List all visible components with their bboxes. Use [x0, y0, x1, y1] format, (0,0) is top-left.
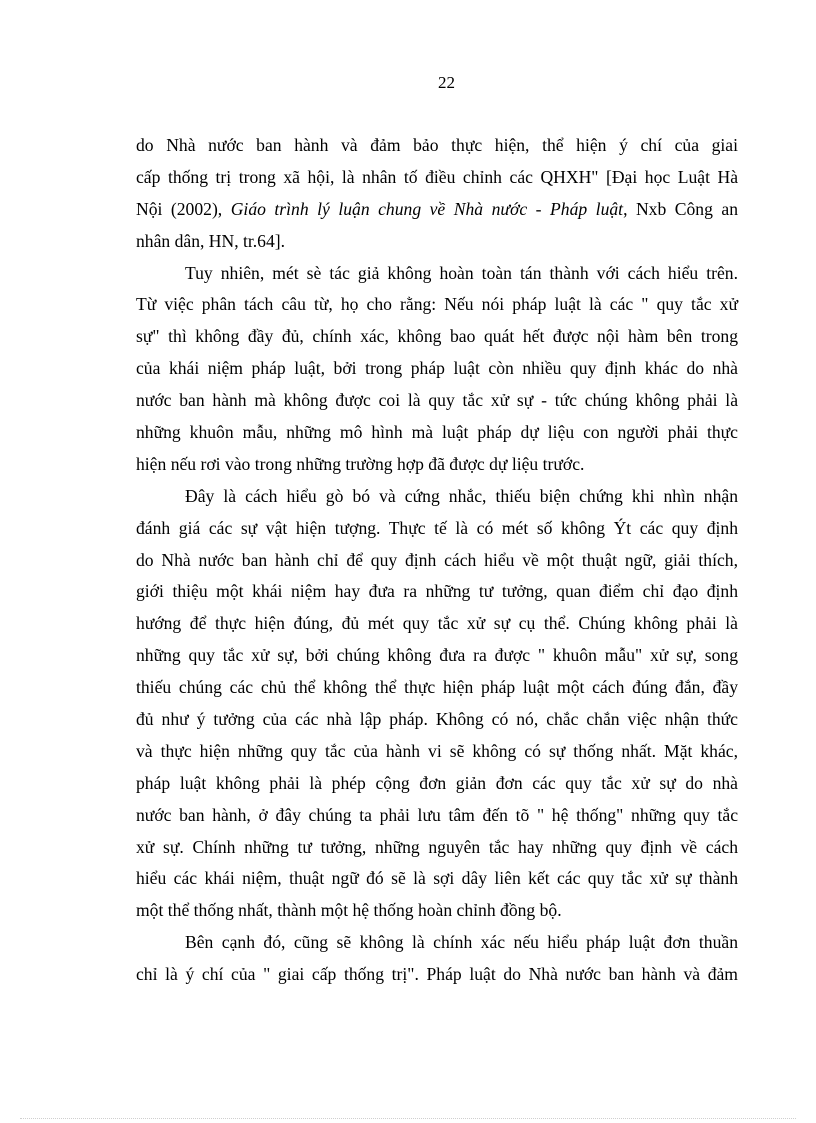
text-line: những khuôn mẫu, những mô hình mà luật pháp dự liệu con người phải thực: [136, 422, 738, 443]
text-line: Từ việc phân tách câu từ, họ cho rằng: Nếu nói pháp luật là các " quy tắc xử: [136, 294, 738, 315]
text-line-with-italic-title: [136, 194, 738, 226]
text-line: pháp luật không phải là phép cộng đơn giản đơn các quy tắc xử sự do nhà: [136, 772, 738, 793]
page-bottom-divider: [20, 1118, 796, 1119]
paragraph-3: [136, 481, 738, 927]
text-line: đánh giá các sự vật hiện tượng. Thực tế là có mét số không Ýt các quy định: [136, 517, 738, 538]
text-line: Bên cạnh đó, cũng sẽ không là chính xác nếu hiểu pháp luật đơn thuần: [185, 932, 738, 953]
text-line: nhân dân, HN, tr.64].: [136, 230, 286, 251]
text-line: những quy tắc xử sự, bởi chúng không đưa ra được " khuôn mẫu" xử sự, song: [136, 645, 738, 666]
text-line: do Nhà nước ban hành và đảm bảo thực hiện, thể hiện ý chí của giai: [136, 135, 738, 155]
text-line: giới thiệu một khái niệm hay đưa ra những tư tưởng, quan điểm chỉ đạo định: [136, 581, 738, 602]
text-line: một thể thống nhất, thành một hệ thống hoàn chỉnh đồng bộ.: [136, 900, 562, 921]
text-line: xử sự. Chính những tư tưởng, những nguyên tắc hay những quy định về cách: [136, 836, 738, 857]
text-line: nước ban hành mà không được coi là quy tắc xử sự - tức chúng không phải là: [136, 390, 738, 411]
text-line: Tuy nhiên, mét sè tác giả không hoàn toàn tán thành với cách hiểu trên.: [185, 262, 738, 283]
text-line: và thực hiện những quy tắc của hành vi sẽ không có sự thống nhất. Mặt khác,: [136, 740, 738, 761]
citation-book-title: Giáo trình lý luận chung về Nhà nước - Pháp luật: [230, 198, 624, 219]
text-line: hướng để thực hiện đúng, đủ mét quy tắc xử sự cụ thể. Chúng không phải là: [136, 613, 738, 634]
text-line: cấp thống trị trong xã hội, là nhân tố điều chỉnh các QHXH" [Đại học Luật Hà: [136, 166, 738, 187]
citation-prefix: Nội (2002),: [136, 198, 231, 219]
text-line: nước ban hành, ở đây chúng ta phải lưu tâm đến tõ " hệ thống" những quy tắc: [136, 804, 738, 825]
page-number: 22: [438, 73, 455, 92]
text-line: do Nhà nước ban hành chỉ để quy định cách hiểu về một thuật ngữ, giải thích,: [136, 549, 738, 570]
paragraph-4: [136, 927, 738, 991]
text-line: chỉ là ý chí của " giai cấp thống trị". Pháp luật do Nhà nước ban hành và đảm: [136, 964, 738, 985]
text-line: sự" thì không đầy đủ, chính xác, không bao quát hết được nội hàm bên trong: [136, 326, 738, 347]
paragraph-2: [136, 258, 738, 481]
document-body: [136, 130, 738, 991]
paragraph-1: [136, 130, 738, 258]
text-line: thiếu chúng các chủ thể không thể thực hiện pháp luật một cách đúng đắn, đầy: [136, 677, 738, 698]
text-line: hiểu các khái niệm, thuật ngữ đó sẽ là sợi dây liên kết các quy tắc xử sự thành: [136, 868, 738, 889]
text-line: Đây là cách hiểu gò bó và cứng nhắc, thiếu biện chứng khi nhìn nhận: [185, 485, 738, 506]
text-line: hiện nếu rơi vào trong những trường hợp đã được dự liệu trước.: [136, 453, 585, 474]
text-line: của khái niệm pháp luật, bởi trong pháp luật còn nhiều quy định khác do nhà: [136, 358, 738, 379]
citation-suffix: , Nxb Công an: [623, 198, 739, 219]
text-line: đủ như ý tưởng của các nhà lập pháp. Không có nó, chắc chắn việc nhận thức: [136, 709, 738, 730]
